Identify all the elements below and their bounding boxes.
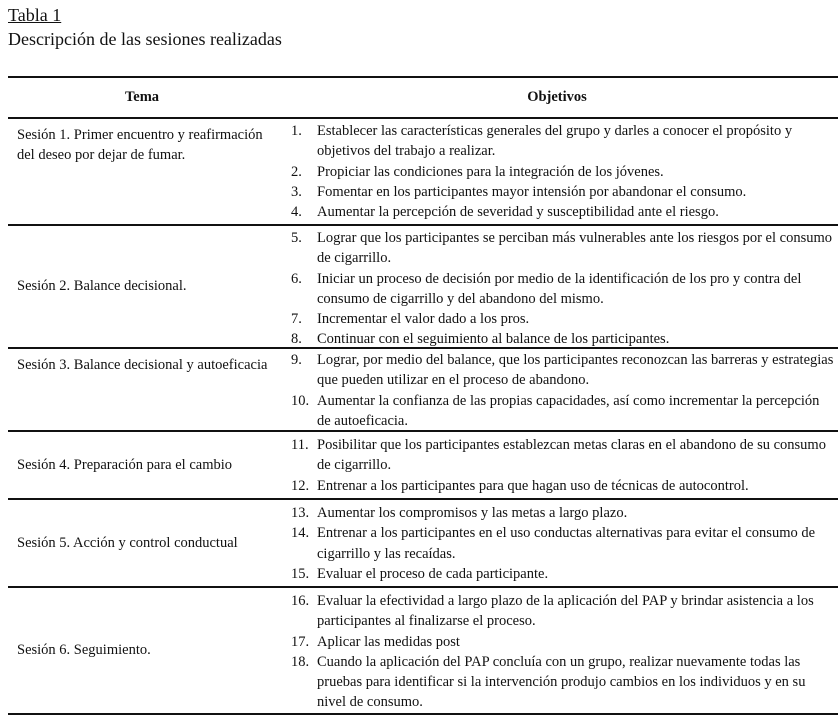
objective-item bbox=[291, 121, 838, 162]
objective-item bbox=[291, 182, 838, 202]
session-name: Sesión 1. Primer encuentro y reafirmación del deseo por dejar de fumar. bbox=[17, 127, 263, 164]
objective-text: Posibilitar que los participantes establezcan metas claras en el abandono de su consumo de cigarrillo. bbox=[317, 437, 826, 474]
objective-text: Evaluar la efectividad a largo plazo de la aplicación del PAP y brindar asistencia a los participantes al finalizarse el proceso. bbox=[317, 593, 814, 630]
objective-text: Establecer las características generales del grupo y darles a conocer el propósito y objetivos del trabajo a realizar. bbox=[317, 123, 793, 160]
objective-text: Aplicar las medidas post bbox=[317, 633, 460, 650]
objectives-cell bbox=[285, 349, 838, 430]
session-name: Sesión 6. Seguimiento. bbox=[17, 642, 151, 659]
objective-number: 3. bbox=[291, 183, 302, 200]
objective-number: 14. bbox=[291, 525, 310, 542]
objective-item bbox=[291, 202, 838, 222]
objective-item bbox=[291, 523, 838, 564]
objective-number: 9. bbox=[291, 352, 302, 368]
objective-item bbox=[291, 503, 838, 523]
session-name: Sesión 2. Balance decisional. bbox=[17, 278, 187, 295]
objective-text: Incrementar el valor dado a los pros. bbox=[317, 311, 530, 328]
table-row bbox=[8, 349, 838, 432]
objective-text: Lograr, por medio del balance, que los participantes reconozcan las barreras y estrategias que pueden utilizar en el proceso de abandono. bbox=[317, 352, 834, 389]
table-header-row bbox=[8, 78, 838, 119]
table-row bbox=[8, 588, 838, 715]
objective-text: Cuando la aplicación del PAP concluía con un grupo, realizar nuevamente todas las pruebas para identificar si la intervención produjo cambios en los individuos y en su nivel de consumo. bbox=[317, 653, 806, 711]
objective-number: 13. bbox=[291, 505, 310, 521]
objective-text: Aumentar la percepción de severidad y susceptibilidad ante el riesgo. bbox=[317, 204, 719, 221]
objective-item bbox=[291, 269, 838, 310]
objective-number: 5. bbox=[291, 230, 302, 246]
header-objetivos: Objetivos bbox=[527, 89, 587, 105]
table-title: Descripción de las sesiones realizadas bbox=[8, 29, 282, 49]
objectives-cell bbox=[285, 226, 838, 347]
objective-number: 4. bbox=[291, 204, 302, 221]
objective-item bbox=[291, 228, 838, 269]
objective-item bbox=[291, 564, 838, 584]
objective-item bbox=[291, 652, 838, 713]
objective-item bbox=[291, 476, 838, 496]
sessions-table bbox=[8, 76, 838, 715]
objective-item bbox=[291, 162, 838, 182]
objective-number: 11. bbox=[291, 437, 309, 453]
objective-item bbox=[291, 350, 838, 391]
objective-text: Fomentar en los participantes mayor intensión por abandonar el consumo. bbox=[317, 183, 747, 200]
objective-item bbox=[291, 391, 838, 432]
objectives-cell bbox=[285, 119, 838, 224]
objective-text: Evaluar el proceso de cada participante. bbox=[317, 565, 549, 582]
objective-number: 7. bbox=[291, 311, 302, 328]
objective-number: 8. bbox=[291, 331, 302, 348]
session-name: Sesión 5. Acción y control conductual bbox=[17, 534, 238, 551]
objective-number: 6. bbox=[291, 270, 302, 287]
objective-item bbox=[291, 329, 838, 349]
objective-item bbox=[291, 435, 838, 476]
table-row bbox=[8, 226, 838, 349]
objective-text: Continuar con el seguimiento al balance de los participantes. bbox=[317, 331, 670, 348]
objective-item bbox=[291, 591, 838, 632]
objectives-cell bbox=[285, 500, 838, 586]
objective-number: 12. bbox=[291, 477, 310, 494]
objective-item bbox=[291, 632, 838, 652]
objective-number: 2. bbox=[291, 163, 302, 180]
table-row bbox=[8, 500, 838, 588]
session-name: Sesión 4. Preparación para el cambio bbox=[17, 456, 233, 473]
objective-text: Propiciar las condiciones para la integración de los jóvenes. bbox=[317, 163, 664, 180]
objective-number: 10. bbox=[291, 392, 310, 409]
objectives-cell bbox=[285, 432, 838, 498]
table-number: Tabla 1 bbox=[8, 5, 62, 25]
objective-number: 15. bbox=[291, 565, 310, 582]
header-tema: Tema bbox=[124, 89, 160, 105]
objective-number: 18. bbox=[291, 653, 310, 670]
session-name: Sesión 3. Balance decisional y autoeficacia bbox=[17, 357, 268, 373]
objective-text: Aumentar la confianza de las propias capacidades, así como incrementar la percepción de autoeficacia. bbox=[317, 392, 820, 429]
objective-text: Lograr que los participantes se perciban más vulnerables ante los riesgos por el consumo de cigarrillo. bbox=[317, 230, 832, 267]
objective-text: Iniciar un proceso de decisión por medio de la identificación de los pro y contra del consumo de cigarrillo y del abandono del mismo. bbox=[317, 270, 802, 307]
objective-text: Entrenar a los participantes en el uso conductas alternativas para evitar el consumo de cigarrillo y las recaídas. bbox=[317, 525, 816, 562]
objectives-cell bbox=[285, 588, 838, 713]
objective-number: 1. bbox=[291, 123, 302, 139]
objective-number: 17. bbox=[291, 633, 310, 650]
objective-text: Aumentar los compromisos y las metas a largo plazo. bbox=[317, 505, 628, 521]
table-row bbox=[8, 119, 838, 226]
table-row bbox=[8, 432, 838, 500]
objective-text: Entrenar a los participantes para que hagan uso de técnicas de autocontrol. bbox=[317, 477, 749, 494]
objective-item bbox=[291, 309, 838, 329]
objective-number: 16. bbox=[291, 593, 310, 609]
